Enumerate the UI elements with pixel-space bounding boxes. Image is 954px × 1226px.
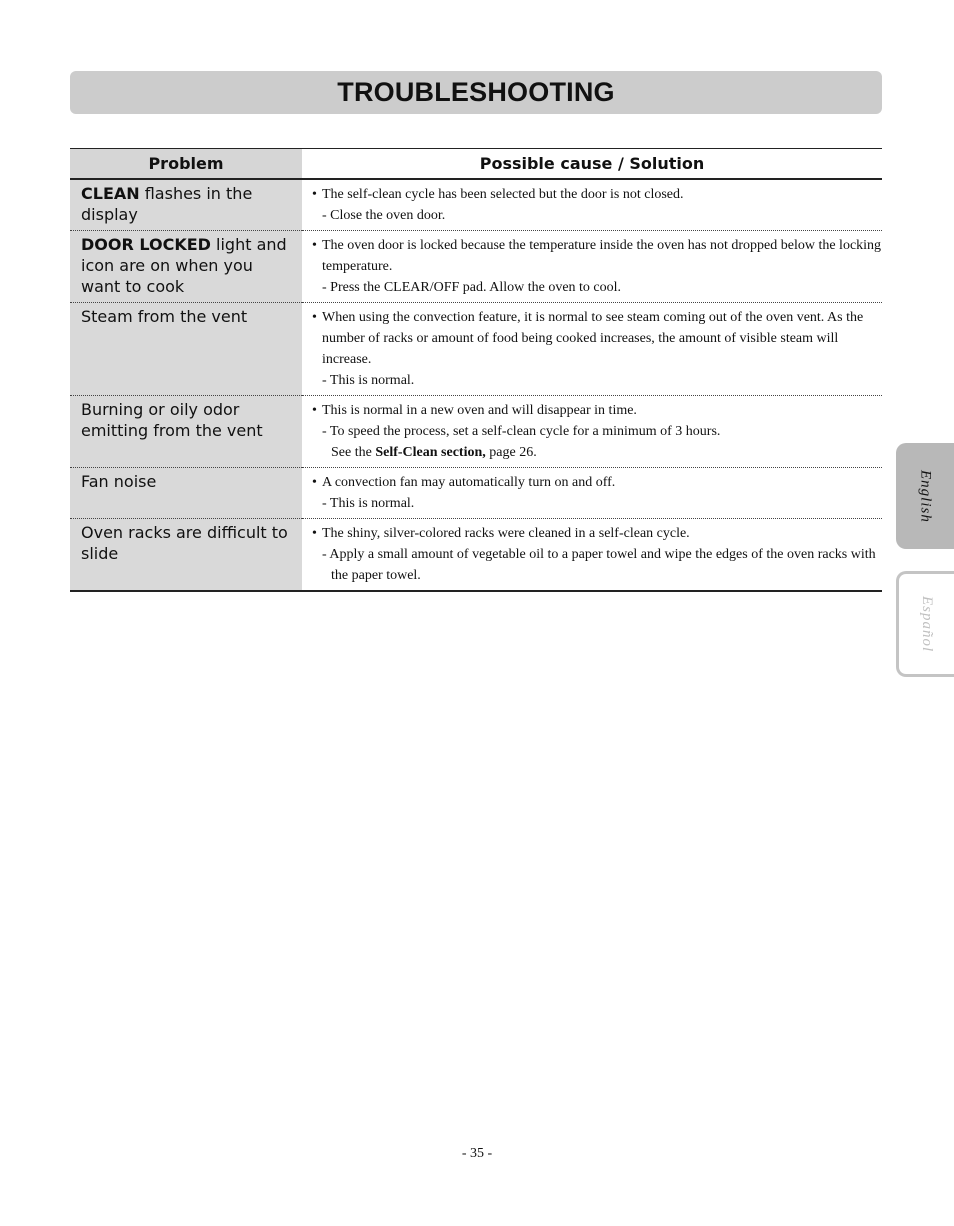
table-row: [70, 303, 882, 396]
table-header-row: [70, 149, 882, 180]
bullet-icon: •: [312, 238, 317, 253]
solution-cell: [302, 468, 882, 519]
bullet-icon: •: [312, 475, 317, 490]
problem-text: light and icon are on when you want to cook: [81, 235, 287, 296]
solution-cell: [302, 179, 882, 231]
problem-cell: [70, 303, 302, 396]
solution-cell: [302, 519, 882, 592]
problem-bold: DOOR LOCKED: [81, 235, 211, 254]
cause-text: The shiny, silver-colored racks were cleaned in a self-clean cycle.: [322, 526, 690, 541]
column-header-solution: Possible cause / Solution: [302, 149, 882, 180]
solution-text: - This is normal.: [322, 496, 415, 511]
troubleshooting-table: [70, 148, 882, 592]
column-header-problem: Problem: [70, 149, 302, 180]
problem-cell: [70, 519, 302, 592]
solution-cell: [302, 396, 882, 468]
bullet-icon: •: [312, 310, 317, 325]
bullet-icon: •: [312, 187, 317, 202]
cause-text: This is normal in a new oven and will disappear in time.: [322, 403, 637, 418]
tab-english[interactable]: [896, 443, 954, 549]
table-row: [70, 396, 882, 468]
problem-text: Steam from the vent: [81, 307, 248, 326]
solution-text: - To speed the process, set a self-clean cycle for a minimum of 3 hours.: [322, 424, 721, 439]
solution-cell: [302, 303, 882, 396]
bullet-icon: •: [312, 526, 317, 541]
problem-text: flashes in the display: [81, 184, 253, 224]
problem-cell: [70, 231, 302, 303]
solution-text: - This is normal.: [322, 373, 415, 388]
see-suffix: page 26.: [485, 445, 537, 460]
cause-text: When using the convection feature, it is normal to see steam coming out of the oven vent. As the number of racks or amount of food being cooked increases, the amount of visible steam will increase.: [322, 310, 864, 367]
page-title: TROUBLESHOOTING: [337, 77, 615, 107]
problem-text: Burning or oily odor emitting from the vent: [81, 400, 263, 440]
tab-english-label: English: [917, 469, 934, 523]
see-reference: [312, 442, 882, 463]
cause-text: The oven door is locked because the temperature inside the oven has not dropped below the locking temperature.: [322, 238, 882, 274]
title-bar: [70, 71, 882, 114]
bullet-icon: •: [312, 403, 317, 418]
problem-cell: [70, 396, 302, 468]
tab-espanol-label: Español: [919, 595, 935, 653]
solution-cell: [302, 231, 882, 303]
see-prefix: See the: [331, 445, 376, 460]
table-row: [70, 179, 882, 231]
table-row: [70, 519, 882, 592]
problem-bold: CLEAN: [81, 184, 140, 203]
cause-text: The self-clean cycle has been selected but the door is not closed.: [322, 187, 684, 202]
problem-text: Oven racks are difficult to slide: [81, 523, 288, 563]
solution-text: - Apply a small amount of vegetable oil to a paper towel and wipe the edges of the oven racks with the paper towel.: [322, 547, 876, 583]
problem-text: Fan noise: [81, 472, 157, 491]
tab-espanol[interactable]: [896, 571, 954, 677]
page-number: - 35 -: [461, 1146, 493, 1161]
solution-text: - Close the oven door.: [322, 208, 446, 223]
problem-cell: [70, 468, 302, 519]
table-row: [70, 231, 882, 303]
solution-text: - Press the CLEAR/OFF pad. Allow the oven to cool.: [322, 280, 622, 295]
see-section-bold: Self-Clean section,: [375, 445, 486, 460]
table-row: [70, 468, 882, 519]
problem-cell: [70, 179, 302, 231]
cause-text: A convection fan may automatically turn on and off.: [322, 475, 616, 490]
